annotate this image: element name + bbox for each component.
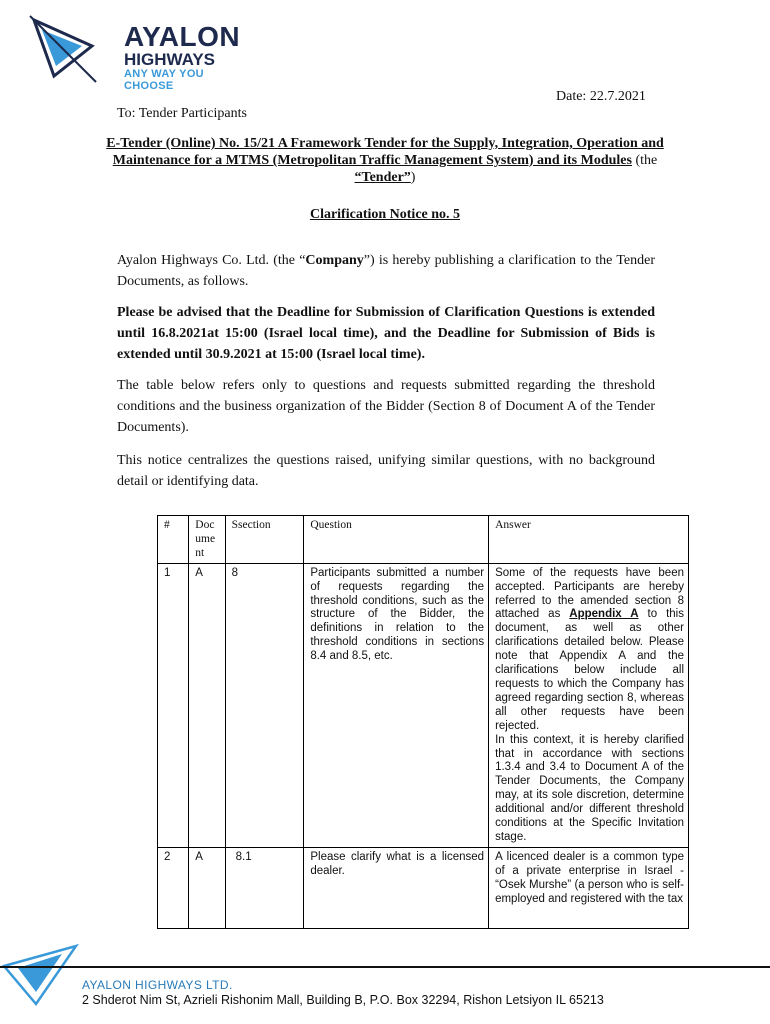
- footer-divider: [0, 966, 770, 968]
- row-section: 8.1: [225, 847, 304, 928]
- tender-title-paren: (the: [631, 153, 658, 168]
- intro-text-c: ”) is hereby publishing a clarification to the Tender Documents, as follows.: [117, 253, 655, 289]
- table-header-row: [158, 516, 689, 564]
- tender-title-close: ): [410, 170, 416, 185]
- scope-paragraph: The table below refers only to questions and requests submitted regarding the threshold conditions and the business organization of the Bidder (Section 8 of Document A of the Tender Documents).: [117, 378, 655, 435]
- header-number: #: [158, 516, 189, 564]
- answer-text-a: Some of the requests have been accepted. Participants are hereby referred to the amended section 8 attached as: [495, 566, 684, 621]
- row-document: A: [189, 563, 225, 847]
- logo-sub: HIGHWAYS: [124, 50, 216, 69]
- deadline-paragraph: Please be advised that the Deadline for Submission of Clarification Questions is extended until 16.8.2021at 15:00 (Israel local time), and the Deadline for Submission of Bids is extended until 30.9.2021 at 15:00 (Israel local time).: [117, 305, 655, 362]
- intro-paragraph: [117, 250, 655, 292]
- tender-title-main: E-Tender (Online) No. 15/21 A Framework Tender for the Supply, Integration, Operation and Maintenance for a MTMS (Metropolitan Traffic Management System) and its Modules: [106, 136, 664, 168]
- logo-tagline: ANY WAY YOU CHOOSE: [124, 68, 204, 92]
- appendix-a-link: Appendix A: [569, 608, 639, 621]
- intro-company: Company: [305, 253, 364, 268]
- header-question: Question: [304, 516, 489, 564]
- intro-text-a: Ayalon Highways Co. Ltd. (the “: [117, 253, 306, 268]
- answer-text-b: to this document, as well as other clarifications detailed below. Please note that Appendix A and the clarifications below include all requests to which the Company has agreed regarding section 8, whereas all other requests have been rejected.: [495, 608, 684, 732]
- letter-date: Date: 22.7.2021: [556, 89, 646, 104]
- header-answer: Answer: [489, 516, 689, 564]
- letter-recipient: To: Tender Participants: [117, 106, 247, 121]
- table-row: [158, 847, 689, 928]
- footer-triangle-icon: [0, 944, 80, 1008]
- row-section: 8: [225, 563, 304, 847]
- centralize-paragraph: This notice centralizes the questions raised, unifying similar questions, with no background detail or identifying data.: [117, 453, 655, 489]
- header-document: Doc ume nt: [189, 516, 225, 564]
- notice-title: Clarification Notice no. 5: [309, 207, 461, 222]
- row-number: 2: [158, 847, 189, 928]
- footer-company-name: AYALON HIGHWAYS LTD.: [82, 978, 233, 992]
- clarification-table: [157, 515, 689, 929]
- header-section: Ssection: [225, 516, 304, 564]
- row-question: Please clarify what is a licensed dealer.: [304, 847, 489, 928]
- company-logo: [28, 14, 241, 92]
- row-number: 1: [158, 563, 189, 847]
- row-document: A: [189, 847, 225, 928]
- row-question: Participants submitted a number of requests regarding the threshold conditions, such as the structure of the Bidder, the definitions in relation to the threshold conditions in sections 8.4 and 8.5, etc.: [304, 563, 489, 847]
- tender-title: [100, 135, 670, 186]
- answer-text-c: In this context, it is hereby clarified that in accordance with sections 1.3.4 and 3.4 to Document A of the Tender Documents, the Company may, at its sole discretion, determine additional and/or different threshold conditions at the Specific Invitation stage.: [495, 733, 684, 843]
- ayalon-triangle-icon: [28, 14, 98, 84]
- table-row: [158, 563, 689, 847]
- footer-address: 2 Shderot Nim St, Azrieli Rishonim Mall, Building B, P.O. Box 32294, Rishon Letsiyon IL 65213: [82, 993, 604, 1007]
- row-answer: A licenced dealer is a common type of a private enterprise in Israel - “Osek Murshe” (a person who is self-employed and registered with the tax: [489, 847, 689, 928]
- logo-name: AYALON: [124, 21, 241, 52]
- row-answer: [489, 563, 689, 847]
- tender-title-short: “Tender”: [354, 170, 411, 185]
